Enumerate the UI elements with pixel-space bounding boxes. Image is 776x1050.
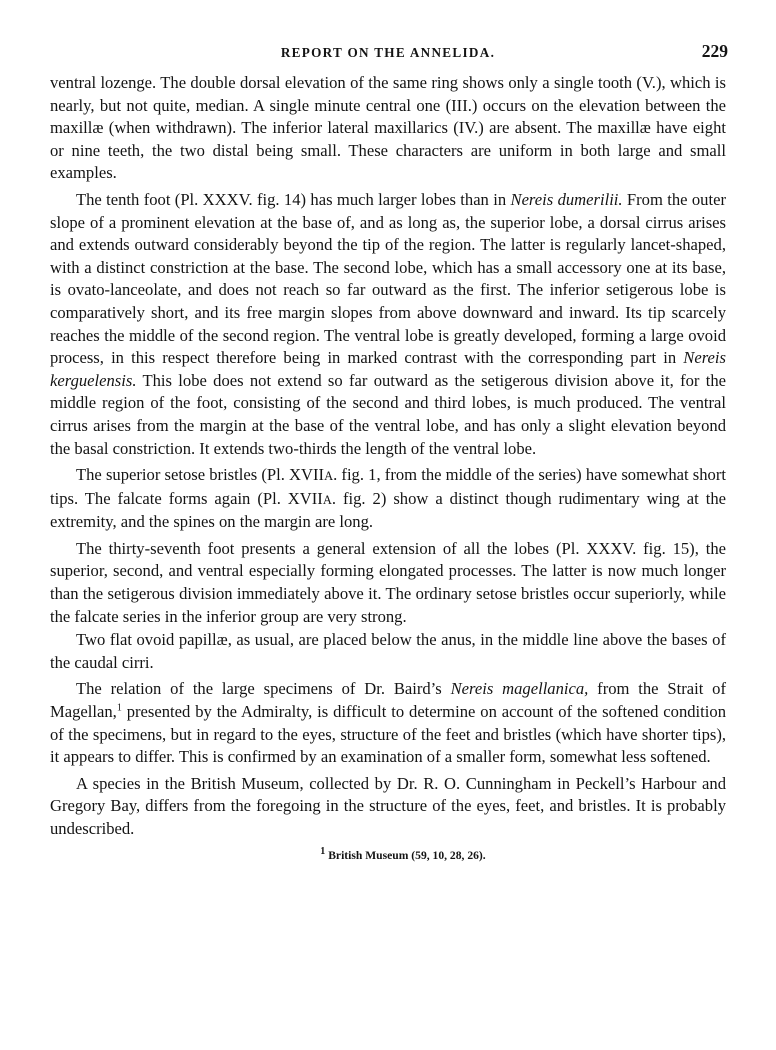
running-title: REPORT ON THE ANNELIDA. xyxy=(280,45,496,60)
paragraph-7: A species in the British Museum, collected by Dr. R. O. Cunningham in Peckell’s Harbour and Gregory Bay, differs from the foregoing in the structure of the eyes, feet, and bristles. It is probably undescribed. xyxy=(50,773,726,838)
footnote-marker: 1 xyxy=(320,845,326,857)
paragraph-3-text-c: . fig. 2) show a distinct though rudimentary wing at the extremity, and the spines on the margin are long. xyxy=(50,488,726,532)
paragraph-6-text-a: The relation of the large specimens of Dr. Baird’s xyxy=(76,679,451,699)
paragraph-6 xyxy=(50,678,726,768)
paragraph-2-text-a: The tenth foot (Pl. XXXV. fig. 14) has much larger lobes than in xyxy=(76,189,511,209)
paragraph-5: Two flat ovoid papillæ, as usual, are placed below the anus, in the middle line above the bases of the caudal cirri. xyxy=(50,630,726,672)
paragraph-6-text-b: from the Strait of Magellan, xyxy=(50,679,726,722)
paragraph-2 xyxy=(50,189,726,460)
plate-suffix-a: A xyxy=(322,492,332,507)
paragraph-3 xyxy=(50,464,726,534)
plate-suffix-a: A xyxy=(324,469,334,484)
page xyxy=(50,40,726,867)
page-header xyxy=(50,40,726,66)
footnote xyxy=(50,845,726,868)
footnote-text: British Museum (59, 10, 28, 26). xyxy=(325,848,486,862)
paragraph-4: The thirty-seventh foot presents a general extension of all the lobes (Pl. XXXV. fig. 15), the superior, second, and ventral especially forming elongated processes. The latter is now much longer than the setigerous division immediately above it. The ordinary setose bristles occur superiorly, while the falcate series in the inferior group are very strong. xyxy=(50,538,726,626)
species-name-nereis-kerguelensis: Nereis kerguelensis. xyxy=(50,348,726,390)
paragraph-3-text-b: . fig. 1, from the middle of the series) have somewhat short tips. The falcate forms again (Pl. XVII xyxy=(50,465,726,508)
species-name-nereis-magellanica: Nereis magellanica, xyxy=(450,679,589,699)
footnote-reference: 1 xyxy=(116,702,122,714)
paragraph-3-text-a: The superior setose bristles (Pl. XVII xyxy=(76,465,325,485)
paragraph-6-text-c: presented by the Admiralty, is difficult to determine on account of the softened condition of the specimens, but in regard to the eyes, structure of the feet and bristles (which have shorter tips), it appears to differ. This is confirmed by an examination of a smaller form, somewhat less softened. xyxy=(50,702,726,767)
paragraph-2-text-c: This lobe does not extend so far outward as the setigerous division above it, for the middle region of the foot, consisting of the second and third lobes, is much produced. The ventral cirrus arises from the margin at the base of the ventral lobe, and has only a slight elevation beyond the basal constriction. It extends two-thirds the length of the ventral lobe. xyxy=(50,370,726,458)
paragraph-2-text-b: From the outer slope of a prominent elevation at the base of, and as long as, the superior lobe, a dorsal cirrus arises and extends outward considerably beyond the tip of the region. The latter is regularly lancet-shaped, with a distinct constriction at the base. The second lobe, which has a small accessory one at its base, is ovato-lanceolate, and does not reach so far outward as the first. The inferior setigerous lobe is comparatively short, and its free margin slopes from above downward and inward. Its tip scarcely reaches the middle of the second region. The ventral lobe is greatly developed, forming a large ovoid process, in this respect therefore being in marked contrast with the corresponding part in xyxy=(50,189,726,368)
paragraph-1: ventral lozenge. The double dorsal elevation of the same ring shows only a single tooth (V.), which is nearly, but not quite, median. A single minute central one (III.) occurs on the elevation between the maxillæ (when withdrawn). The inferior lateral maxillarics (IV.) are absent. The maxillæ have eight or nine teeth, the two distal being small. These characters are uniform in both large and small examples. xyxy=(50,73,726,183)
species-name-nereis-dumerilii: Nereis dumerilii. xyxy=(510,189,623,209)
page-number: 229 xyxy=(701,41,728,61)
